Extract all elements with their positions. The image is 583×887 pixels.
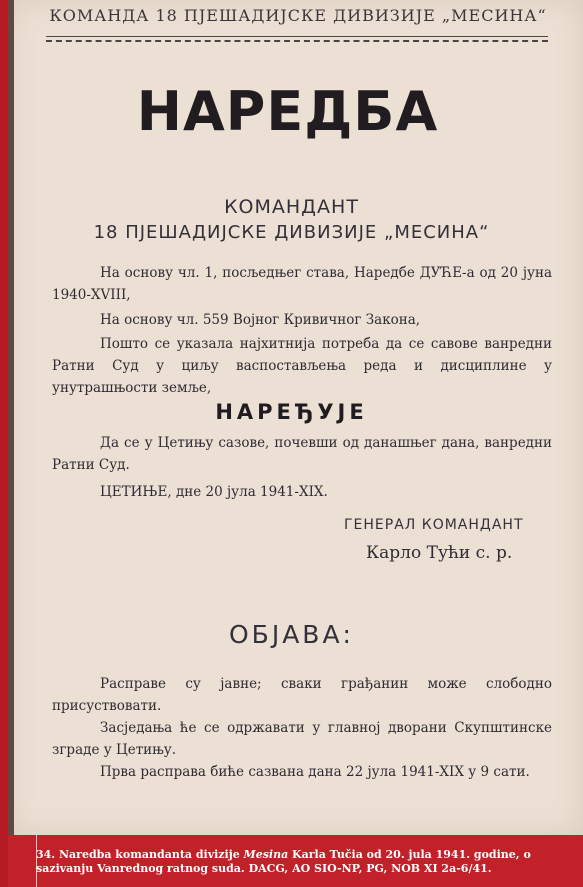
caption-suffix: Karla Tučia od 20. jula 1941. godine, o sazivanju Vanrednog ratnog suda. DACG, AO SIO-NP, PG, NOB XI 2a-6/41. xyxy=(36,848,531,875)
paragraph-need: Пошто се указала најхитнија потреба да се савове ванредни Ратни Суд у циљу васпостављења реда и дисциплине у унутрашњости земље, xyxy=(52,336,552,396)
division-heading: 18 ПЈЕШАДИЈСКЕ ДИВИЗИЈЕ „МЕСИНА“ xyxy=(93,222,490,243)
notice-title: ОБЈАВА: xyxy=(229,620,354,649)
caption-prefix: 34. Naredba komandanta divizije xyxy=(36,848,244,861)
notice-paragraph-first-trial: Прва расправа биће сазвана дана 22 јула 1941-XIX у 9 сати. xyxy=(100,764,530,780)
notice-paragraph-public: Расправе су јавне; сваки грађанин може слободно присуствовати. xyxy=(52,676,552,714)
caption-italic: Mesina xyxy=(243,848,289,861)
notice-paragraph-sessions: Засједања ће се одржавати у главној дворани Скупштинске зграде у Цетињу. xyxy=(52,720,552,758)
place-date: ЦЕТИЊЕ, дне 20 јула 1941-XIX. xyxy=(100,484,328,500)
signature-title: ГЕНЕРАЛ КОМАНДАНТ xyxy=(344,517,524,533)
header-dashed-rule xyxy=(46,40,548,42)
commander-heading: КОМАНДАНТ xyxy=(224,196,359,218)
header-rule xyxy=(46,36,548,37)
paragraph-basis-2: На основу чл. 559 Војног Кривичног Закона, xyxy=(100,312,421,328)
paragraph-basis-1: На основу чл. 1, посљедњег става, Наредбе ДУЋЕ-а од 20 јуна 1940-XVIII, xyxy=(52,265,552,303)
order-text: Да се у Цетињу сазове, почевши од данашњег дана, ванредни Ратни Суд. xyxy=(52,435,552,473)
orders-heading: НАРЕЂУЈЕ xyxy=(215,400,368,424)
document-header: КОМАНДА 18 ПЈЕШАДИЈСКЕ ДИВИЗИЈЕ „МЕСИНА“ xyxy=(49,6,547,25)
document-title: НАРЕДБА xyxy=(136,80,439,143)
figure-caption xyxy=(36,848,576,876)
signature-name: Карло Тући с. р. xyxy=(366,543,513,563)
